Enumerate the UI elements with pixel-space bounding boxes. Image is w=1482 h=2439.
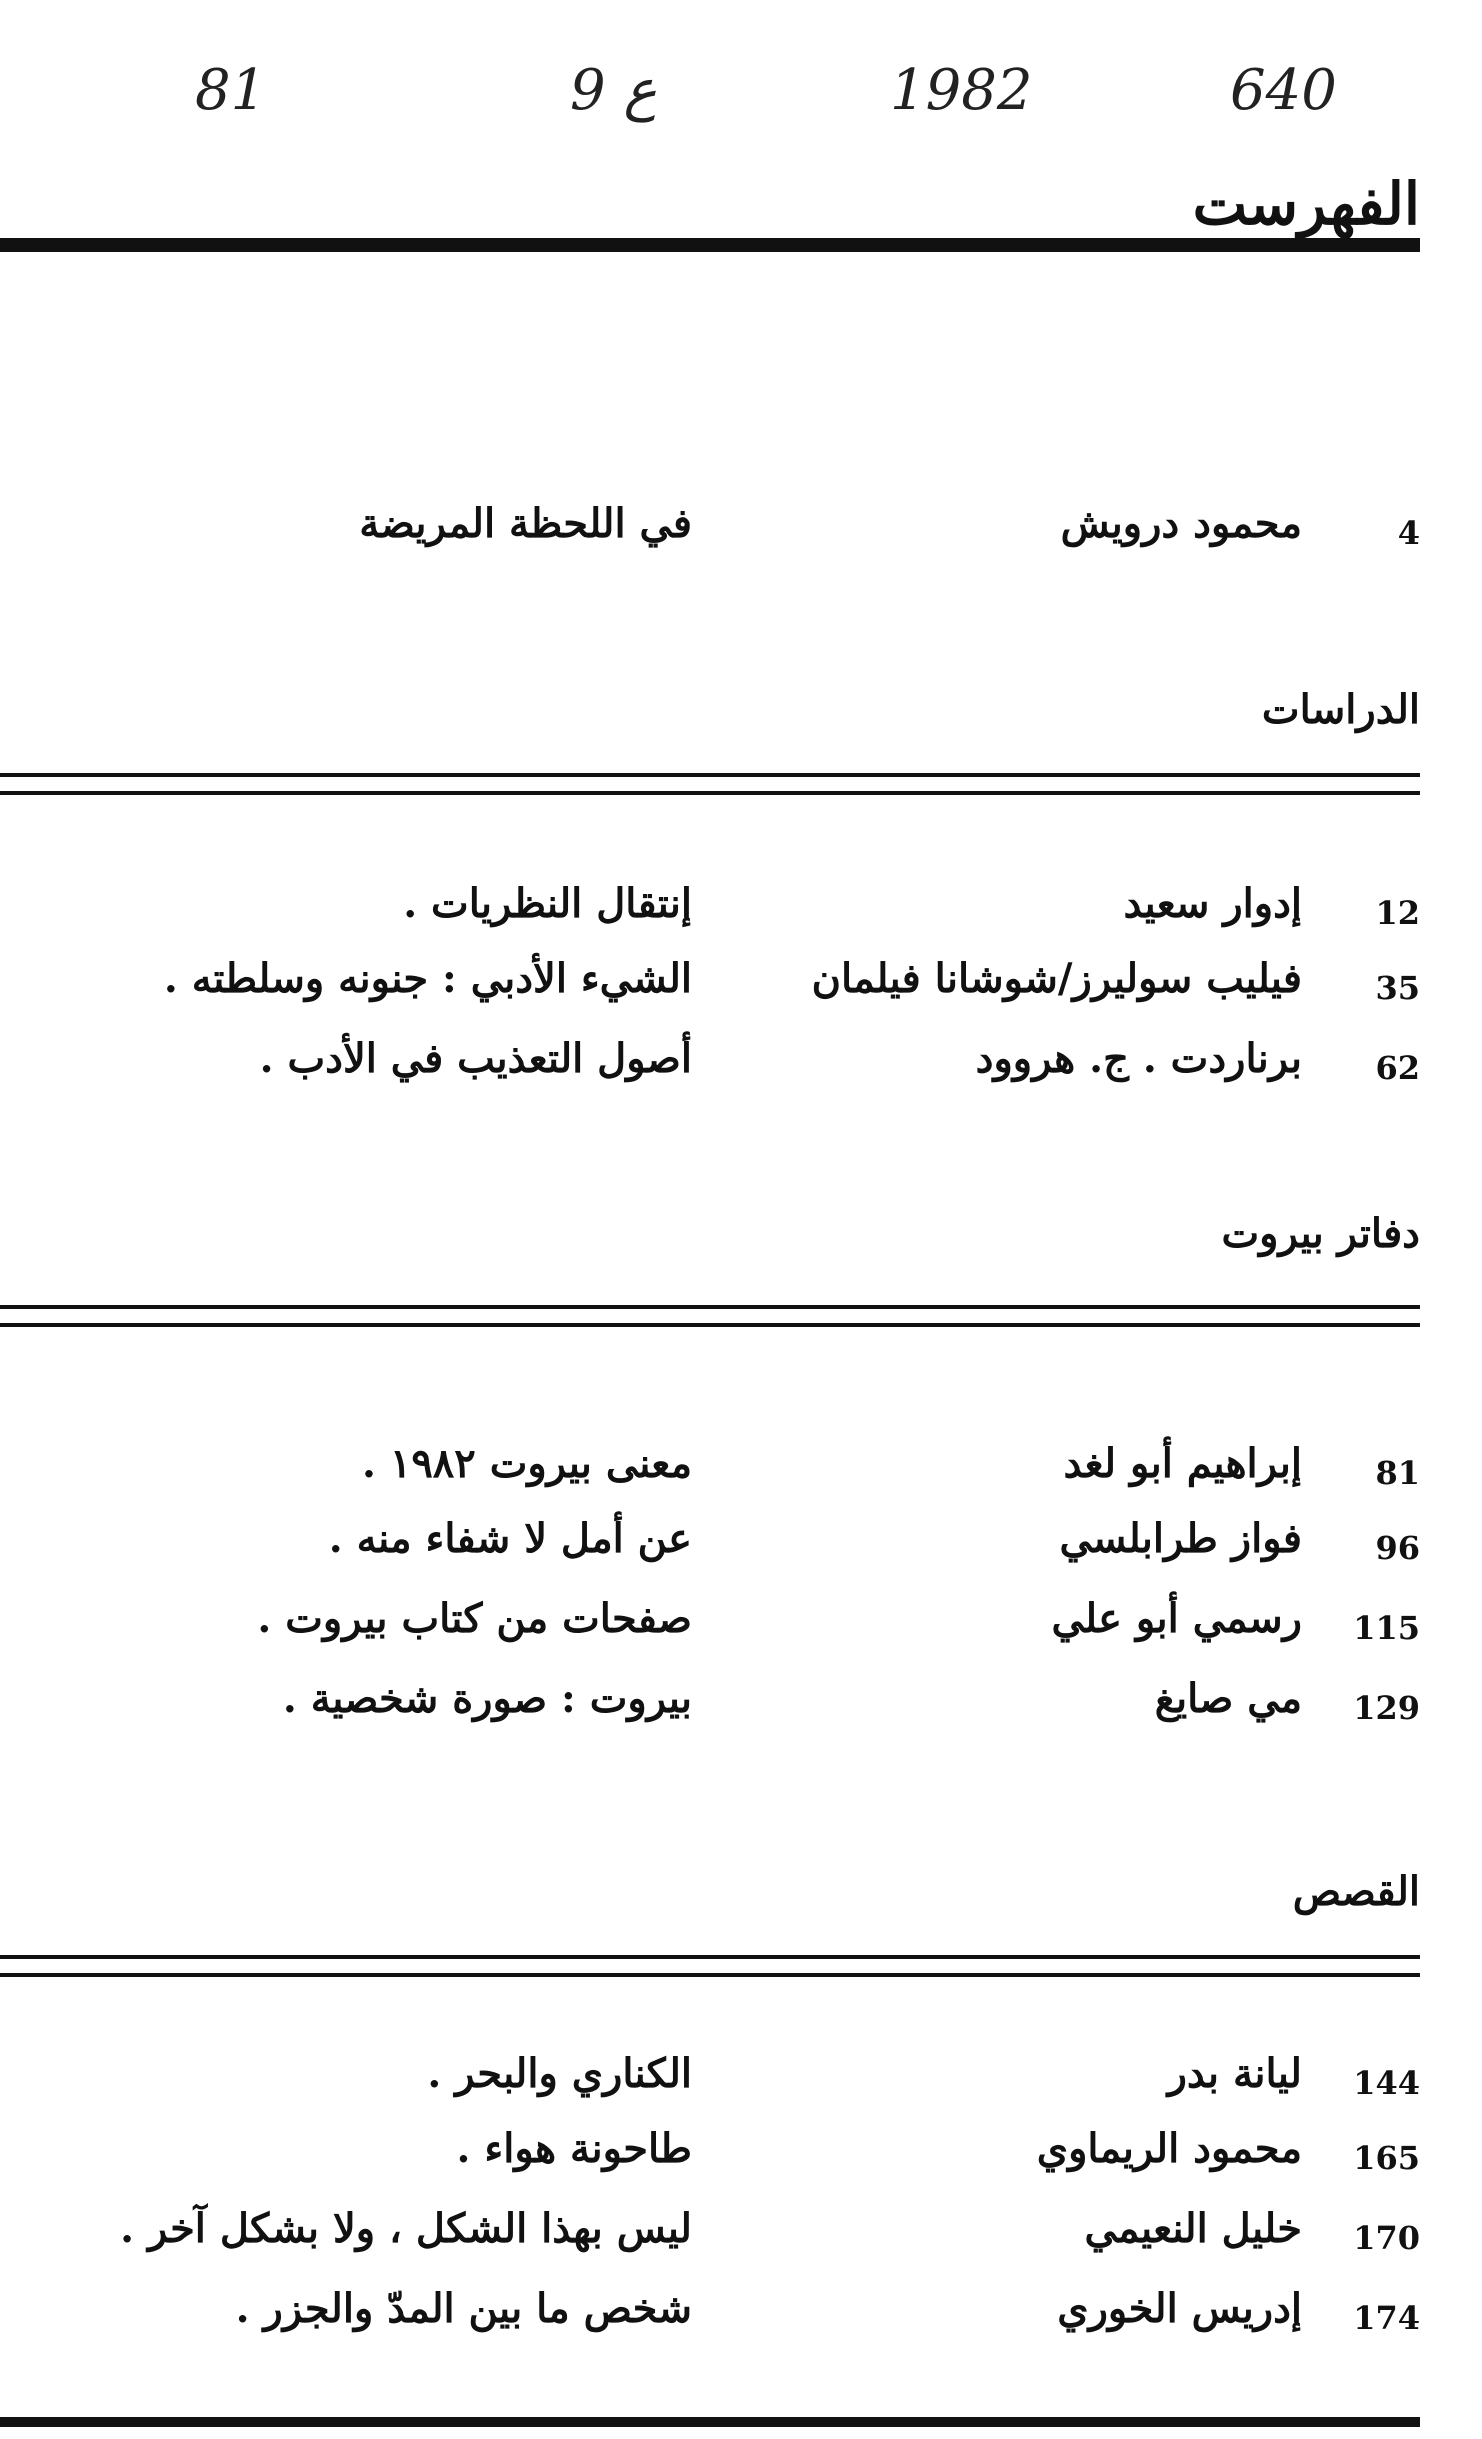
page-number: 115 — [1353, 1609, 1420, 1647]
page-number: 165 — [1353, 2139, 1420, 2177]
page-number: 12 — [1375, 894, 1420, 932]
work-title: شخص ما بين المدّ والجزر . — [235, 2285, 692, 2332]
page-number: 144 — [1353, 2064, 1420, 2102]
author-name: رسمي أبو علي — [1051, 1595, 1302, 1642]
author-name: محمود درويش — [1060, 500, 1302, 547]
section-heading: القصص — [1292, 1868, 1420, 1915]
author-name: فيليب سوليرز/شوشانا فيلمان — [811, 955, 1302, 1002]
author-name: إدوار سعيد — [1123, 880, 1302, 927]
work-title: عن أمل لا شفاء منه . — [328, 1515, 692, 1562]
handwritten-notes — [0, 38, 1482, 148]
page-number: 129 — [1353, 1689, 1420, 1727]
page-number: 35 — [1375, 969, 1420, 1007]
work-title: بيروت : صورة شخصية . — [282, 1675, 692, 1722]
author-name: مي صايغ — [1154, 1675, 1302, 1722]
toc-entry — [0, 2285, 1482, 2345]
section-rule — [0, 773, 1420, 795]
work-title: الكناري والبحر . — [427, 2050, 692, 2097]
work-title: إنتقال النظريات . — [403, 880, 692, 927]
title-rule — [0, 238, 1420, 252]
page-number: 4 — [1397, 514, 1420, 552]
handwritten-note: 640 — [1230, 58, 1337, 123]
toc-entry — [0, 2050, 1482, 2110]
work-title: أصول التعذيب في الأدب . — [259, 1035, 692, 1082]
bottom-rule — [0, 2417, 1420, 2427]
work-title: الشيء الأدبي : جنونه وسلطته . — [163, 955, 692, 1002]
toc-entry — [0, 955, 1482, 1015]
section-rule — [0, 1955, 1420, 1977]
author-name: إدريس الخوري — [1057, 2285, 1302, 2332]
work-title: ليس بهذا الشكل ، ولا بشكل آخر . — [120, 2205, 692, 2252]
author-name: خليل النعيمي — [1084, 2205, 1302, 2252]
page-title: الفهرست — [1192, 170, 1420, 238]
handwritten-note: 1982 — [890, 58, 1033, 123]
work-title: معنى بيروت ١٩٨٢ . — [361, 1440, 692, 1487]
toc-entry — [0, 1675, 1482, 1735]
handwritten-note: 9 ع — [570, 58, 657, 123]
toc-entry — [0, 1035, 1482, 1095]
author-name: برناردت . ج. هروود — [975, 1035, 1302, 1082]
toc-entry — [0, 2205, 1482, 2265]
author-name: فواز طرابلسي — [1059, 1515, 1302, 1562]
toc-entry — [0, 1515, 1482, 1575]
page-number: 81 — [1375, 1454, 1420, 1492]
author-name: إبراهيم أبو لغد — [1063, 1440, 1302, 1487]
page-number: 170 — [1353, 2219, 1420, 2257]
toc-entry — [0, 1595, 1482, 1655]
author-name: محمود الريماوي — [1036, 2125, 1302, 2172]
page-number: 174 — [1353, 2299, 1420, 2337]
section-heading: دفاتر بيروت — [1221, 1210, 1420, 1257]
toc-entry — [0, 1440, 1482, 1500]
section-heading: الدراسات — [1261, 686, 1420, 733]
work-title: في اللحظة المريضة — [359, 500, 692, 547]
page-number: 62 — [1375, 1049, 1420, 1087]
page-number: 96 — [1375, 1529, 1420, 1567]
handwritten-note: 81 — [195, 58, 267, 123]
author-name: ليانة بدر — [1167, 2050, 1302, 2097]
work-title: صفحات من كتاب بيروت . — [257, 1595, 692, 1642]
intro-entry — [0, 500, 1482, 560]
toc-entry — [0, 2125, 1482, 2185]
toc-entry — [0, 880, 1482, 940]
work-title: طاحونة هواء . — [456, 2125, 692, 2172]
section-rule — [0, 1305, 1420, 1327]
